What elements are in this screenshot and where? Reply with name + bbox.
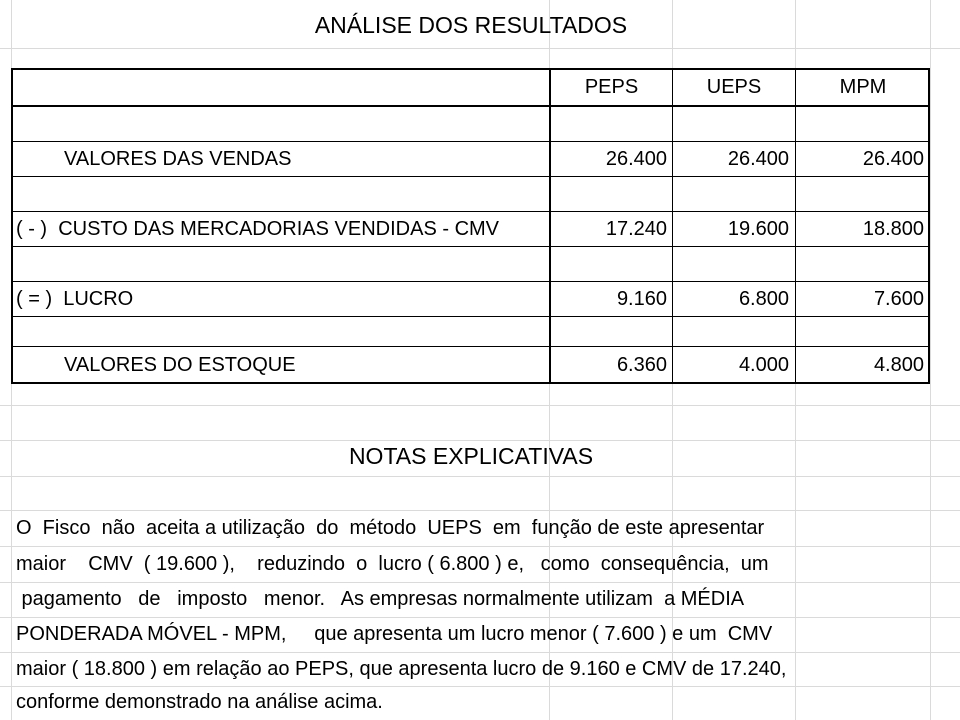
- grid-line: [0, 476, 960, 477]
- table-border: [11, 281, 930, 282]
- note-line: conforme demonstrado na análise acima.: [16, 691, 383, 713]
- table-border: [11, 316, 930, 317]
- cell-mpm: 4.800: [873, 354, 924, 376]
- cell-peps: 9.160: [616, 288, 667, 310]
- cell-peps: 17.240: [605, 218, 667, 240]
- cell-mpm: 18.800: [862, 218, 924, 240]
- analysis-title: ANÁLISE DOS RESULTADOS: [314, 12, 628, 38]
- table-border: [11, 105, 930, 107]
- note-line: O Fisco não aceita a utilização do método UEPS em função de este apresentar: [16, 517, 765, 539]
- note-line: pagamento de imposto menor. As empresas normalmente utilizam a MÉDIA: [16, 588, 745, 610]
- note-line: PONDERADA MÓVEL - MPM, que apresenta um lucro menor ( 7.600 ) e um CMV: [16, 623, 773, 645]
- note-line: maior ( 18.800 ) em relação ao PEPS, que apresenta lucro de 9.160 e CMV de 17.240,: [16, 658, 787, 680]
- cell-mpm: 7.600: [873, 288, 924, 310]
- cell-mpm: 26.400: [862, 148, 924, 170]
- row-label: ( = ) LUCRO: [16, 288, 134, 310]
- cell-ueps: 6.800: [738, 288, 789, 310]
- column-header-mpm: MPM: [839, 76, 887, 98]
- column-header-ueps: UEPS: [706, 76, 762, 98]
- grid-line: [0, 48, 960, 49]
- cell-peps: 26.400: [605, 148, 667, 170]
- cell-ueps: 19.600: [727, 218, 789, 240]
- notes-title: NOTAS EXPLICATIVAS: [348, 443, 594, 469]
- row-label: ( - ) CUSTO DAS MERCADORIAS VENDIDAS - CMV: [16, 218, 500, 240]
- grid-line: [930, 0, 931, 720]
- grid-line: [0, 440, 960, 441]
- cell-ueps: 26.400: [727, 148, 789, 170]
- cell-ueps: 4.000: [738, 354, 789, 376]
- row-label: VALORES DO ESTOQUE: [64, 354, 296, 376]
- row-label: VALORES DAS VENDAS: [64, 148, 292, 170]
- cell-peps: 6.360: [616, 354, 667, 376]
- column-header-peps: PEPS: [584, 76, 639, 98]
- grid-line: [0, 405, 960, 406]
- note-line: maior CMV ( 19.600 ), reduzindo o lucro ( 6.800 ) e, como consequência, um: [16, 553, 769, 575]
